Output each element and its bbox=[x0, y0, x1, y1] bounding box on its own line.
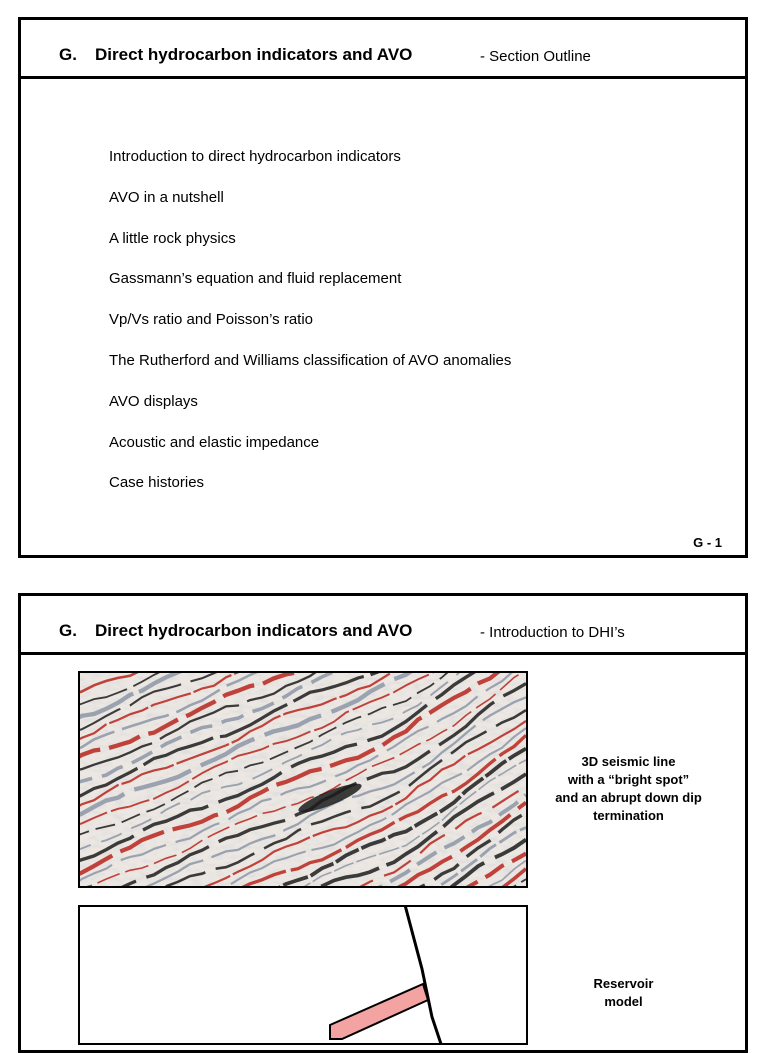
outline-item: Case histories bbox=[109, 474, 205, 492]
section-letter: G. bbox=[59, 621, 77, 640]
outline-list bbox=[109, 148, 511, 515]
reservoir-model-graphic bbox=[80, 907, 526, 1045]
seismic-section-graphic bbox=[80, 673, 526, 886]
caption-line: termination bbox=[593, 808, 664, 823]
seismic-caption bbox=[536, 753, 721, 825]
outline-item: Vp/Vs ratio and Poisson’s ratio bbox=[109, 311, 314, 329]
caption-line: 3D seismic line bbox=[581, 754, 676, 769]
caption-line: Reservoir bbox=[593, 976, 654, 991]
caption-line: and an abrupt down dip bbox=[555, 790, 702, 805]
outline-item: The Rutherford and Williams classification of AVO anomalies bbox=[109, 351, 512, 369]
reservoir-model-diagram bbox=[78, 905, 528, 1045]
outline-item: AVO displays bbox=[109, 392, 198, 410]
reservoir-layer bbox=[330, 984, 428, 1039]
outline-item: A little rock physics bbox=[109, 229, 236, 247]
slide-section-outline bbox=[18, 17, 748, 558]
slide-title: Direct hydrocarbon indicators and AVO bbox=[95, 621, 413, 640]
slide-subtitle: - Introduction to DHI’s bbox=[480, 624, 625, 641]
seismic-line-image bbox=[78, 671, 528, 888]
slide-subtitle: - Section Outline bbox=[480, 48, 591, 65]
slide-header bbox=[21, 596, 745, 655]
caption-line: with a “bright spot” bbox=[567, 772, 690, 787]
slide-title: Direct hydrocarbon indicators and AVO bbox=[95, 45, 413, 64]
section-letter: G. bbox=[59, 45, 77, 64]
outline-item: AVO in a nutshell bbox=[109, 188, 224, 206]
caption-line: model bbox=[604, 994, 643, 1009]
outline-item: Introduction to direct hydrocarbon indicators bbox=[109, 148, 401, 165]
fault-line bbox=[405, 907, 442, 1045]
outline-item: Acoustic and elastic impedance bbox=[109, 433, 320, 451]
slide-introduction-dhi bbox=[18, 593, 748, 1053]
outline-item: Gassmann’s equation and fluid replacement bbox=[109, 270, 402, 288]
page-number: G - 1 bbox=[693, 535, 722, 550]
slide-header bbox=[21, 20, 745, 79]
reservoir-caption bbox=[556, 975, 691, 1011]
